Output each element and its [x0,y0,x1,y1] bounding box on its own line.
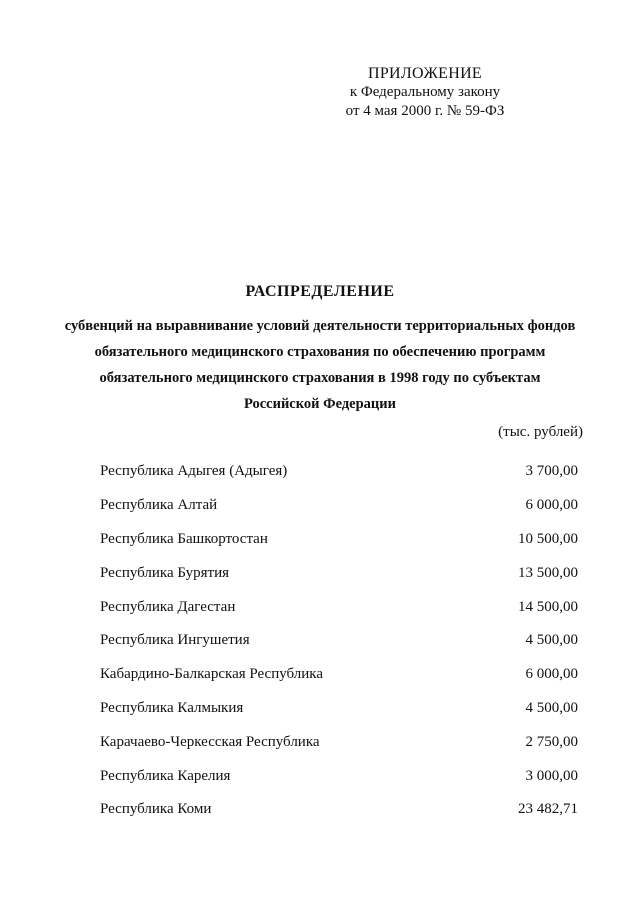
appendix-title: ПРИЛОЖЕНИЕ [367,65,482,82]
region-name: Республика Калмыкия [100,699,244,716]
region-name: Республика Дагестан [100,598,236,615]
region-name: Республика Бурятия [100,564,230,581]
region-name: Республика Ингушетия [100,632,250,649]
region-name: Республика Алтай [100,497,218,514]
table-row [100,759,578,793]
region-amount: 4 500,00 [525,632,578,649]
region-amount: 13 500,00 [518,564,578,581]
region-name: Республика Карелия [100,767,231,784]
region-amount: 4 500,00 [525,699,578,716]
table-row [100,556,578,590]
region-amount: 3 700,00 [525,463,578,480]
heading-title: РАСПРЕДЕЛЕНИЕ [245,283,395,300]
table-row [100,624,578,658]
region-amount: 3 000,00 [525,767,578,784]
region-amount: 23 482,71 [518,801,578,818]
region-amount: 14 500,00 [518,598,578,615]
region-name: Кабардино-Балкарская Республика [100,666,324,683]
region-amount: 10 500,00 [518,530,578,547]
appendix-block [300,64,550,121]
table-row [100,489,578,523]
heading-line: субвенций на выравнивание условий деятельности территориальных фондов [64,318,576,334]
distribution-table [100,455,578,827]
table-row [100,725,578,759]
document-heading [40,283,600,417]
region-amount: 6 000,00 [525,497,578,514]
table-row [100,692,578,726]
region-name: Карачаево-Черкесская Республика [100,733,320,750]
table-row [100,455,578,489]
region-name: Республика Адыгея (Адыгея) [100,463,288,480]
region-amount: 2 750,00 [525,733,578,750]
heading-line: обязательного медицинского страхования по обеспечению программ [94,344,546,360]
table-row [100,590,578,624]
region-name: Республика Коми [100,801,212,818]
table-row [100,793,578,827]
table-row [100,523,578,557]
table-row [100,658,578,692]
region-amount: 6 000,00 [525,666,578,683]
appendix-law-ref: к Федеральному закону [349,84,501,100]
appendix-law-date: от 4 мая 2000 г. № 59-ФЗ [345,103,505,119]
units-label: (тыс. рублей) [498,424,583,440]
region-name: Республика Башкортостан [100,530,268,547]
heading-line: обязательного медицинского страхования в 1998 году по субъектам [99,370,541,386]
heading-line: Российской Федерации [243,396,396,412]
